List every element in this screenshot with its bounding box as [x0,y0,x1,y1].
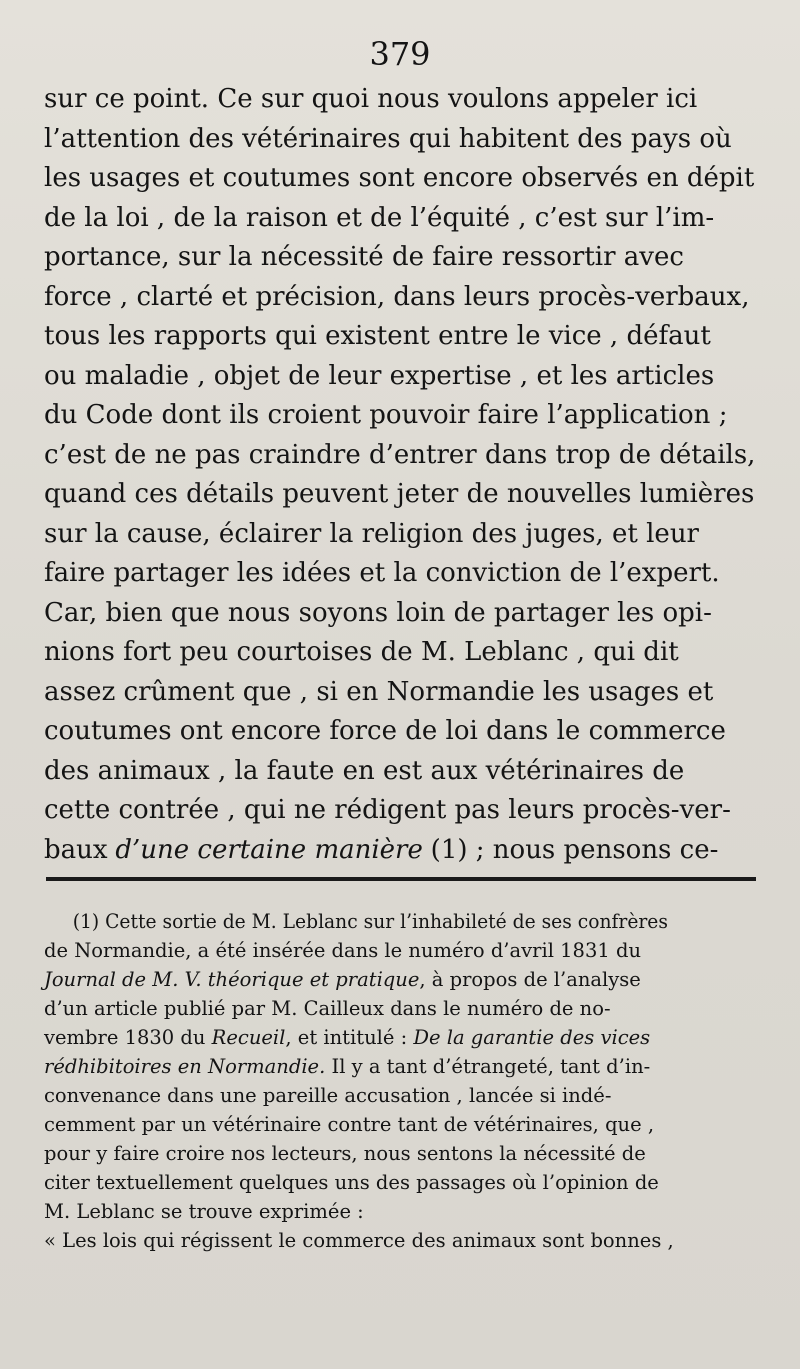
text-line: cette contrée , qui ne rédigent pas leurs procès-ver- [44,795,731,825]
footnote-separator-rule [46,877,756,881]
footnote-line: convenance dans une pareille accusation , lancée si indé- [44,1084,612,1107]
page-number: 379 [369,35,431,73]
footnote [44,907,756,1255]
text-line: tous les rapports qui existent entre le vice , défaut [44,321,711,351]
footnote-line: pour y faire croire nos lecteurs, nous sentons la nécessité de [44,1142,646,1165]
footnote-line: M. Leblanc se trouve exprimée : [44,1200,364,1223]
footnote-line: de Normandie, a été insérée dans le numéro d’avril 1831 du [44,939,641,962]
text-fragment: , à propos de l’analyse [419,968,641,991]
text-line: l’attention des vétérinaires qui habitent des pays où [44,123,732,154]
text-fragment: Il y a tant d’étrangeté, tant d’in- [331,1055,651,1078]
italic-title: rédhibitoires en Normandie. [44,1055,326,1078]
text-fragment: , et intitulé : [285,1026,408,1049]
footnote-line: d’un article publié par M. Cailleux dans le numéro de no- [44,997,611,1020]
footnote-quote-line: « Les lois qui régissent le commerce des animaux sont bonnes , [44,1229,674,1252]
footnote-line: citer textuellement quelques uns des passages où l’opinion de [44,1171,659,1194]
text-line: les usages et coutumes sont encore observés en dépit [44,163,755,193]
text-fragment: (1) ; nous pensons ce- [430,834,719,865]
text-fragment: baux [44,834,108,865]
footnote-line: cemment par un vétérinaire contre tant de vétérinaires, que , [44,1113,655,1136]
text-line: assez crûment que , si en Normandie les usages et [44,676,714,707]
italic-title: Journal de M. V. théorique et pratique [44,968,420,991]
italic-title: De la garantie des vices [413,1026,651,1049]
text-fragment: vembre 1830 du [44,1026,206,1049]
footnote-line: (1) Cette sortie de M. Leblanc sur l’inhabileté de ses confrères [72,910,668,933]
text-line: coutumes ont encore force de loi dans le commerce [44,716,726,746]
footnote-line [44,965,756,994]
text-line: c’est de ne pas craindre d’entrer dans trop de détails, [44,439,756,470]
text-line: ou maladie , objet de leur expertise , et les articles [44,360,715,391]
italic-title: Recueil [211,1026,286,1049]
text-line: sur ce point. Ce sur quoi nous voulons appeler ici [44,84,698,114]
text-line: quand ces détails peuvent jeter de nouvelles lumières [44,479,755,509]
italic-phrase: d’une certaine manière [115,834,423,865]
text-line: portance, sur la nécessité de faire ressortir avec [44,242,684,272]
footnote-line [44,1052,756,1081]
main-text [44,80,756,870]
text-line: du Code dont ils croient pouvoir faire l’application ; [44,400,728,430]
text-line: nions fort peu courtoises de M. Leblanc , qui dit [44,637,679,667]
text-line: sur la cause, éclairer la religion des juges, et leur [44,518,699,549]
text-line: faire partager les idées et la conviction de l’expert. [44,558,720,588]
text-line: de la loi , de la raison et de l’équité , c’est sur l’im- [44,202,715,233]
text-line: force , clarté et précision, dans leurs procès-verbaux, [44,281,750,312]
text-line-last [44,831,756,871]
text-line: des animaux , la faute en est aux vétérinaires de [44,755,685,786]
footnote-line [44,1023,756,1052]
text-line: Car, bien que nous soyons loin de partager les opi- [44,597,712,628]
